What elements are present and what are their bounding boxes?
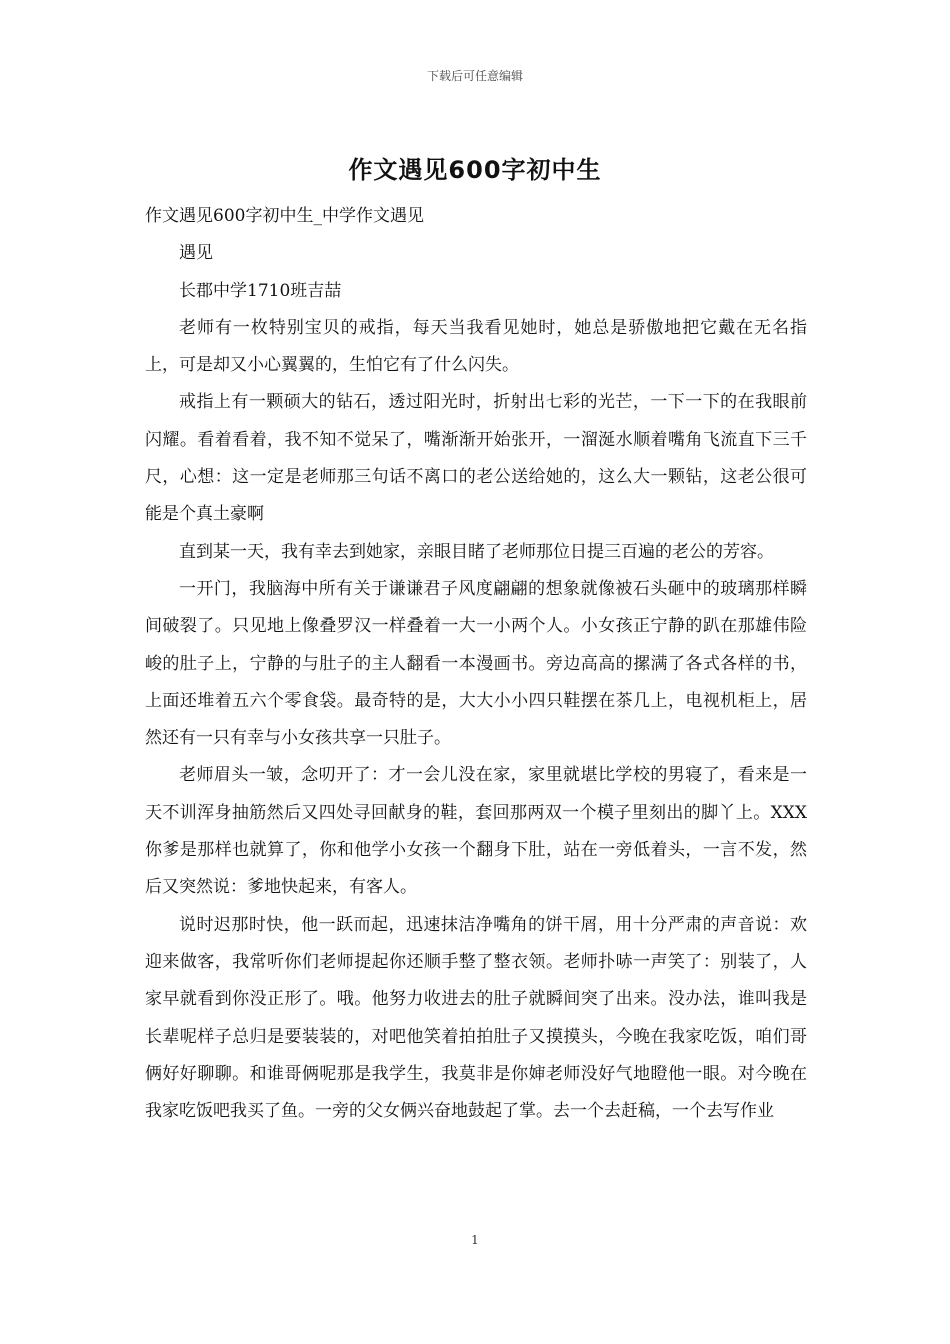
paragraph: 戒指上有一颗硕大的钻石，透过阳光时，折射出七彩的光芒，一下一下的在我眼前闪耀。看着看着，我不知不觉呆了，嘴渐渐开始张开，一溜涎水顺着嘴角飞流直下三千尺，心想：这一定是老师那三句话不离口的老公送给她的，这么大一颗钻，这老公很可能是个真土豪啊 — [145, 392, 807, 525]
paragraph: 老师眉头一皱，念叨开了：才一会儿没在家，家里就堪比学校的男寝了，看来是一天不训浑身抽筋然后又四处寻回献身的鞋，套回那两双一个模子里刻出的脚丫上。XXX你爹是那样也就算了，你和他学小女孩一个翻身下肚，站在一旁低着头，一言不发，然后又突然说：爹地快起来，有客人。 — [145, 765, 807, 898]
paragraph: 直到某一天，我有幸去到她家，亲眼目睹了老师那位日提三百遍的老公的芳容。 — [179, 541, 774, 562]
document-subtitle: 作文遇见600字初中生_中学作文遇见 — [145, 206, 424, 226]
essay-heading: 遇见 — [179, 243, 213, 264]
paragraph: 老师有一枚特别宝贝的戒指，每天当我看见她时，她总是骄傲地把它戴在无名指上，可是却又小心翼翼的，生怕它有了什么闪失。 — [145, 317, 807, 376]
header-note: 下载后可任意编辑 — [426, 69, 523, 83]
document-body — [145, 198, 807, 1130]
paragraph: 说时迟那时快，他一跃而起，迅速抹洁净嘴角的饼干屑，用十分严肃的声音说：欢迎来做客，我常听你们老师提起你还顺手整了整衣领。老师扑哧一声笑了：别装了，人家早就看到你没正形了。哦。他努力收进去的肚子就瞬间突了出来。没办法，谁叫我是长辈呢样子总归是要装装的，对吧他笑着拍拍肚子又摸摸头，今晚在我家吃饭，咱们哥俩好好聊聊。和谁哥俩呢那是我学生，我莫非是你婶老师没好气地瞪他一眼。对今晚在我家吃饭吧我买了鱼。一旁的父女俩兴奋地鼓起了掌。去一个去赶稿，一个去写作业 — [145, 914, 807, 1122]
document-title: 作文遇见600字初中生 — [348, 156, 602, 184]
essay-author: 长郡中学1710班吉喆 — [179, 280, 342, 301]
page-number: 1 — [471, 1233, 479, 1247]
paragraph: 一开门，我脑海中所有关于谦谦君子风度翩翩的想象就像被石头砸中的玻璃那样瞬间破裂了。只见地上像叠罗汉一样叠着一大一小两个人。小女孩正宁静的趴在那雄伟险峻的肚子上，宁静的与肚子的主人翻看一本漫画书。旁边高高的摞满了各式各样的书，上面还堆着五六个零食袋。最奇特的是，大大小小四只鞋摆在茶几上，电视机柜上，居然还有一只有幸与小女孩共享一只肚子。 — [145, 578, 807, 749]
